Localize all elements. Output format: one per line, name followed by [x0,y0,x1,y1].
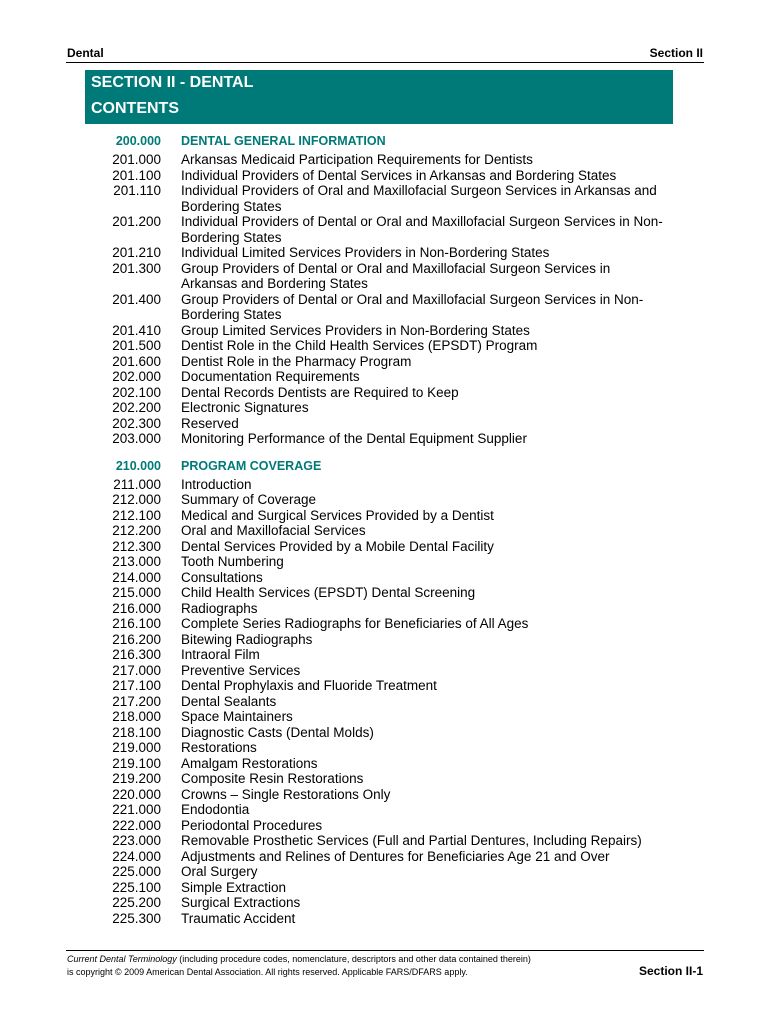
toc-entry-title: Dental Services Provided by a Mobile Dental Facility [181,538,494,554]
toc-entry-number: 213.000 [112,554,161,569]
toc-entry[interactable] [85,477,685,493]
toc-entry-number: 212.200 [112,523,161,538]
toc-entry[interactable] [85,214,685,245]
toc-entry-title: Dentist Role in the Pharmacy Program [181,353,412,369]
toc-entry[interactable] [85,709,685,725]
toc-entry-number: 224.000 [112,848,161,864]
toc-entry[interactable] [85,492,685,508]
toc-entry[interactable] [85,756,685,772]
toc-entry-number: 212.100 [112,507,161,523]
toc-entry[interactable] [85,416,685,432]
toc-entry[interactable] [85,168,685,184]
toc-entry-title: Dentist Role in the Child Health Services (EPSDT) Program [181,338,538,353]
toc-entry-title: Bitewing Radiographs [181,631,313,647]
toc-entry-number: 223.000 [112,833,161,848]
toc-entry[interactable] [85,354,685,370]
toc-entry-title: Crowns – Single Restorations Only [181,786,391,802]
group-spacer [85,447,685,457]
toc-entry-number: 216.200 [112,631,161,647]
toc-entry[interactable] [85,895,685,911]
toc-entry-title: Arkansas Medicaid Participation Requirements for Dentists [181,152,533,167]
toc-entry-number: 225.100 [112,879,161,895]
toc-entry-number: 201.500 [112,338,161,353]
toc-entry-title: Summary of Coverage [181,492,317,507]
toc-entry[interactable] [85,632,685,648]
toc-entry-number: 203.000 [112,431,161,446]
toc-entry-number: 219.100 [112,755,161,771]
footer-divider [66,950,704,951]
toc-group-title: PROGRAM COVERAGE [181,458,322,473]
toc-entry-number: 201.410 [112,322,161,338]
toc-entry-number: 218.000 [112,709,161,724]
toc-entry-title: Dental Sealants [181,693,277,709]
toc-entry-title: Restorations [181,740,257,755]
toc-entry-title: Group Limited Services Providers in Non-Bordering States [181,322,530,338]
toc-group-heading[interactable] [85,459,685,477]
toc-entry-number: 201.210 [112,245,161,260]
toc-entry-title: Medical and Surgical Services Provided by a Dentist [181,507,494,523]
toc-entry-title: Group Providers of Dental or Oral and Maxillofacial Surgeon Services in Non-Bordering States [181,291,644,322]
toc-entry-number: 219.200 [112,771,161,786]
toc-entry[interactable] [85,508,685,524]
toc-entry-number: 202.100 [112,384,161,400]
toc-entry-number: 212.000 [112,492,161,507]
toc-entry[interactable] [85,323,685,339]
toc-entry-title: Simple Extraction [181,879,287,895]
toc-entry-number: 202.300 [112,415,161,431]
toc-entry-number: 201.000 [112,152,161,167]
toc-entry[interactable] [85,385,685,401]
toc-entry[interactable] [85,369,685,385]
toc-entry[interactable] [85,400,685,416]
toc-entry[interactable] [85,523,685,539]
toc-entry[interactable] [85,694,685,710]
toc-entry-number: 201.100 [112,167,161,183]
toc-entry[interactable] [85,678,685,694]
toc-entry[interactable] [85,771,685,787]
toc-entry[interactable] [85,740,685,756]
toc-entry[interactable] [85,787,685,803]
toc-entry-title: Tooth Numbering [181,554,284,569]
toc-entry-title: Electronic Signatures [181,400,309,415]
running-header-section: Section II [649,46,703,60]
section-banner [85,70,673,124]
toc-entry-title: Diagnostic Casts (Dental Molds) [181,724,374,740]
toc-entry-title: Reserved [181,415,239,431]
page-number: Section II-1 [638,964,703,978]
toc-entry-title: Oral and Maxillofacial Services [181,523,366,538]
footer-cdt-rest: (including procedure codes, nomenclature, descriptors and other data contained therein) [176,954,531,964]
toc-entry-title: Amalgam Restorations [181,755,318,771]
toc-entry-title: Group Providers of Dental or Oral and Maxillofacial Surgeon Services in Arkansas and Bordering States [181,260,611,291]
toc-entry-number: 216.000 [112,600,161,616]
toc-entry-title: Preventive Services [181,662,301,678]
toc-entry[interactable] [85,802,685,818]
toc-entry[interactable] [85,554,685,570]
toc-entry-title: Periodontal Procedures [181,817,323,833]
toc-entry-number: 216.300 [112,647,161,662]
toc-entry-number: 217.200 [112,693,161,709]
toc-entry-number: 222.000 [112,817,161,833]
toc-entry[interactable] [85,725,685,741]
toc-entry-number: 202.200 [112,400,161,415]
toc-entry-title: Oral Surgery [181,864,258,879]
toc-entry-number: 201.300 [112,260,161,276]
toc-entry-title: Endodontia [181,802,250,817]
footer-cdt-title: Current Dental Terminology [67,954,177,964]
toc-entry[interactable] [85,261,685,292]
table-of-contents [85,132,685,926]
toc-entry-number: 219.000 [112,740,161,755]
toc-entry[interactable] [85,833,685,849]
toc-entry-title: Space Maintainers [181,709,293,724]
toc-entry-number: 214.000 [112,569,161,585]
toc-entry-number: 211.000 [113,476,161,492]
footer-copyright-line1 [67,954,531,964]
toc-entry[interactable] [85,338,685,354]
toc-group-heading[interactable] [85,134,685,152]
toc-entry[interactable] [85,183,685,214]
running-header-title: Dental [67,46,104,60]
toc-entry-number: 220.000 [112,786,161,802]
toc-entry[interactable] [85,152,685,168]
toc-entry-number: 225.000 [112,864,161,879]
toc-entry[interactable] [85,616,685,632]
toc-entry-title: Adjustments and Relines of Dentures for Beneficiaries Age 21 and Over [181,848,610,864]
toc-entry[interactable] [85,292,685,323]
toc-entry-title: Individual Providers of Oral and Maxillofacial Surgeon Services in Arkansas and Bordering States [181,183,657,214]
toc-entry-title: Individual Providers of Dental or Oral and Maxillofacial Surgeon Services in Non-Bordering States [181,214,663,245]
header-divider [66,62,704,63]
toc-entry[interactable] [85,431,685,447]
toc-entry[interactable] [85,911,685,927]
toc-entry-title: Individual Limited Services Providers in Non-Bordering States [181,245,550,260]
toc-entry-number: 201.400 [112,291,161,307]
toc-entry-number: 218.100 [112,724,161,740]
toc-group-number: 210.000 [115,458,161,473]
toc-group-number: 200.000 [115,134,161,148]
toc-entry-title: Removable Prosthetic Services (Full and Partial Dentures, Including Repairs) [181,833,642,848]
toc-entry-title: Introduction [181,476,252,492]
toc-group-title: DENTAL GENERAL INFORMATION [181,134,386,148]
toc-entry-title: Surgical Extractions [181,895,301,910]
toc-entry-number: 215.000 [112,585,161,600]
toc-entry[interactable] [85,601,685,617]
footer-copyright-line2: is copyright © 2009 American Dental Association. All rights reserved. Applicable FARS/DFARS apply. [67,967,468,977]
toc-entry-number: 212.300 [112,538,161,554]
toc-entry-number: 201.110 [113,183,161,198]
toc-entry-number: 221.000 [112,802,161,817]
toc-entry-number: 217.000 [112,662,161,678]
toc-entry[interactable] [85,818,685,834]
toc-entry[interactable] [85,864,685,880]
toc-entry-title: Intraoral Film [181,647,260,662]
toc-entry-title: Composite Resin Restorations [181,771,364,786]
toc-entry-number: 216.100 [112,616,161,631]
toc-entry[interactable] [85,849,685,865]
toc-entry[interactable] [85,585,685,601]
toc-entry-title: Monitoring Performance of the Dental Equipment Supplier [181,431,527,446]
toc-entry-number: 225.200 [112,895,161,910]
toc-entry-title: Individual Providers of Dental Services in Arkansas and Bordering States [181,167,617,183]
toc-entry[interactable] [85,880,685,896]
toc-entry-title: Documentation Requirements [181,369,360,384]
contents-title: CONTENTS [91,100,179,117]
toc-entry[interactable] [85,245,685,261]
toc-entry-title: Consultations [181,569,263,585]
toc-entry-title: Complete Series Radiographs for Beneficiaries of All Ages [181,616,529,631]
toc-entry[interactable] [85,647,685,663]
toc-entry[interactable] [85,539,685,555]
toc-entry-title: Radiographs [181,600,258,616]
toc-entry[interactable] [85,570,685,586]
toc-entry[interactable] [85,663,685,679]
toc-entry-title: Dental Prophylaxis and Fluoride Treatment [181,678,437,693]
toc-entry-number: 201.600 [112,353,161,369]
toc-entry-title: Dental Records Dentists are Required to Keep [181,384,459,400]
toc-entry-title: Child Health Services (EPSDT) Dental Screening [181,585,476,600]
toc-entry-title: Traumatic Accident [181,910,296,926]
toc-entry-number: 225.300 [112,910,161,926]
toc-entry-number: 202.000 [112,369,161,384]
toc-entry-number: 201.200 [112,214,161,229]
toc-entry-number: 217.100 [112,678,161,693]
section-title: SECTION II - DENTAL [91,74,254,91]
